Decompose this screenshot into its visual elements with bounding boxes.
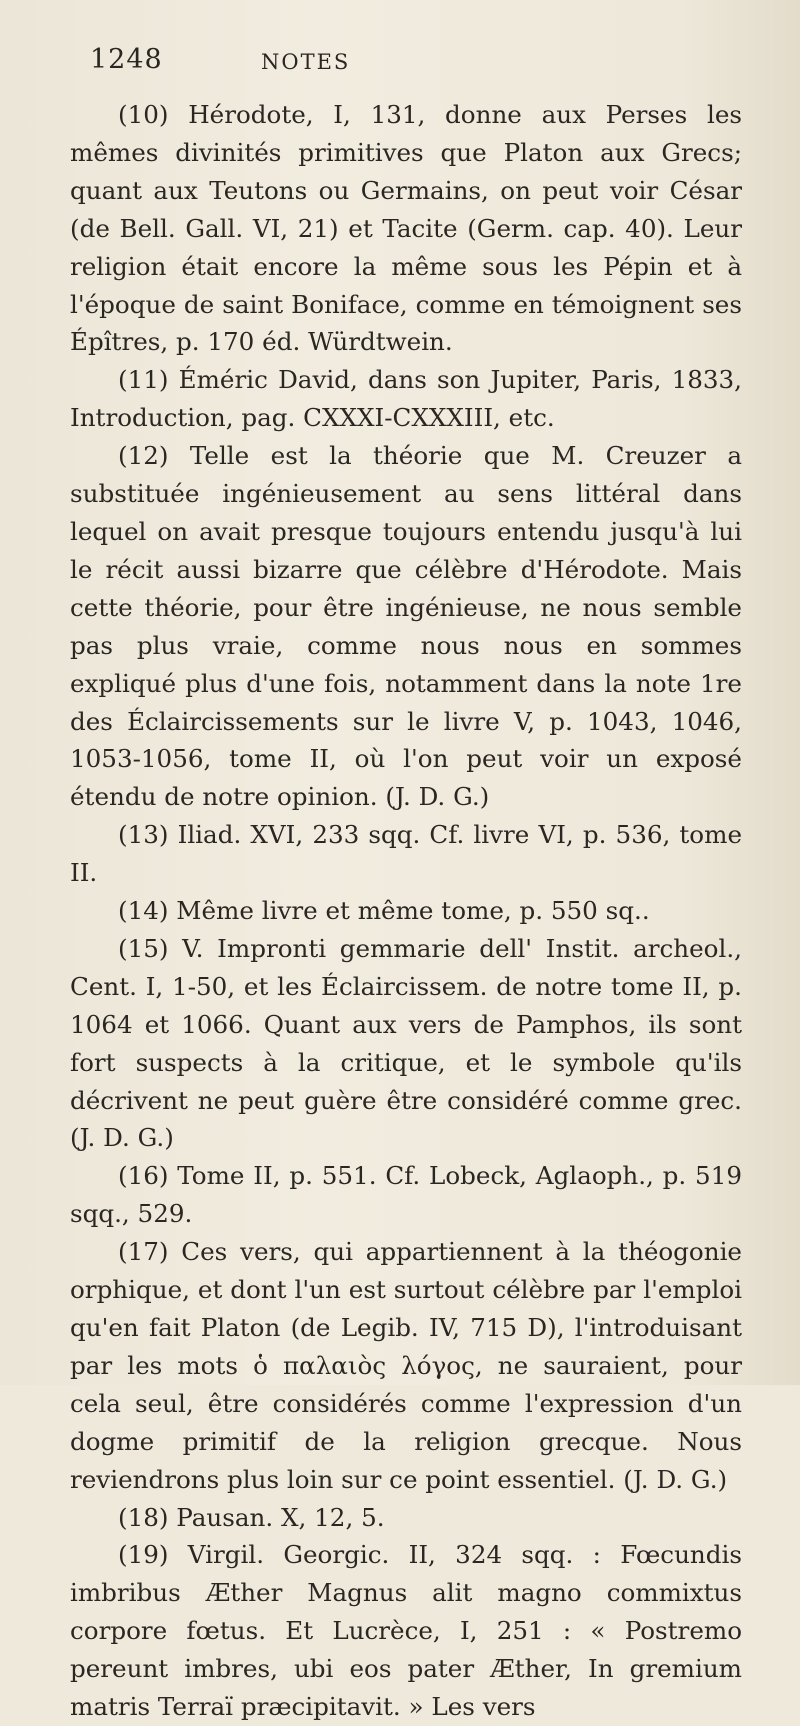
notes-body <box>70 96 742 1726</box>
note-11: (11) Éméric David, dans son Jupiter, Paris, 1833, Introduction, pag. CXXXI-CXXXIII, etc. <box>70 365 742 433</box>
note-16: (16) Tome II, p. 551. Cf. Lobeck, Aglaoph., p. 519 sqq., 529. <box>70 1161 742 1229</box>
note-14: (14) Même livre et même tome, p. 550 sq.. <box>118 896 650 926</box>
running-head: NOTES <box>261 50 351 74</box>
note-10: (10) Hérodote, I, 131, donne aux Perses les mêmes divinités primitives que Platon aux Grecs; quant aux Teutons ou Germains, on peut voir César (de Bell. Gall. VI, 21) et Tacite (Germ. cap. 40). Leur religion était encore la même sous les Pépin et à l'époque de saint Boniface, comme en témoignent ses Épîtres, p. 170 éd. Würdtwein. <box>70 100 742 357</box>
note-15: (15) V. Impronti gemmarie dell' Instit. archeol., Cent. I, 1-50, et les Éclaircissem. de notre tome II, p. 1064 et 1066. Quant aux vers de Pamphos, ils sont fort suspects à la critique, et le symbole qu'ils décrivent ne peut guère être considéré comme grec. (J. D. G.) <box>70 933 742 1153</box>
page-header <box>90 44 740 84</box>
note-12: (12) Telle est la théorie que M. Creuzer a substituée ingénieusement au sens littéral dans lequel on avait presque toujours entendu jusqu'à lui le récit aussi bizarre que célèbre d'Hérodote. Mais cette théorie, pour être ingénieuse, ne nous semble pas plus vraie, comme nous nous en sommes expliqué plus d'une fois, notamment dans la note 1re des Éclaircissements sur le livre V, p. 1043, 1046, 1053-1056, tome II, où l'on peut voir un exposé étendu de notre opinion. (J. D. G.) <box>70 441 742 812</box>
note-19: (19) Virgil. Georgic. II, 324 sqq. : Fœcundis imbribus Æther Magnus alit magno commixtus corpore fœtus. Et Lucrèce, I, 251 : « Postremo pereunt imbres, ubi eos pater Æther, In gremium matris Terraï præcipitavit. » Les vers <box>70 1540 742 1722</box>
note-18: (18) Pausan. X, 12, 5. <box>118 1502 385 1532</box>
page-number: 1248 <box>90 44 163 75</box>
note-17: (17) Ces vers, qui appartiennent à la théogonie orphique, et dont l'un est surtout célèbre par l'emploi qu'en fait Platon (de Legib. IV, 715 D), l'introduisant par les mots ὁ παλαιὸς λόγος, ne sauraient, pour cela seul, être considérés comme l'expression d'un dogme primitif de la religion grecque. Nous reviendrons plus loin sur ce point essentiel. (J. D. G.) <box>70 1237 742 1494</box>
note-13: (13) Iliad. XVI, 233 sqq. Cf. livre VI, p. 536, tome II. <box>70 820 742 888</box>
